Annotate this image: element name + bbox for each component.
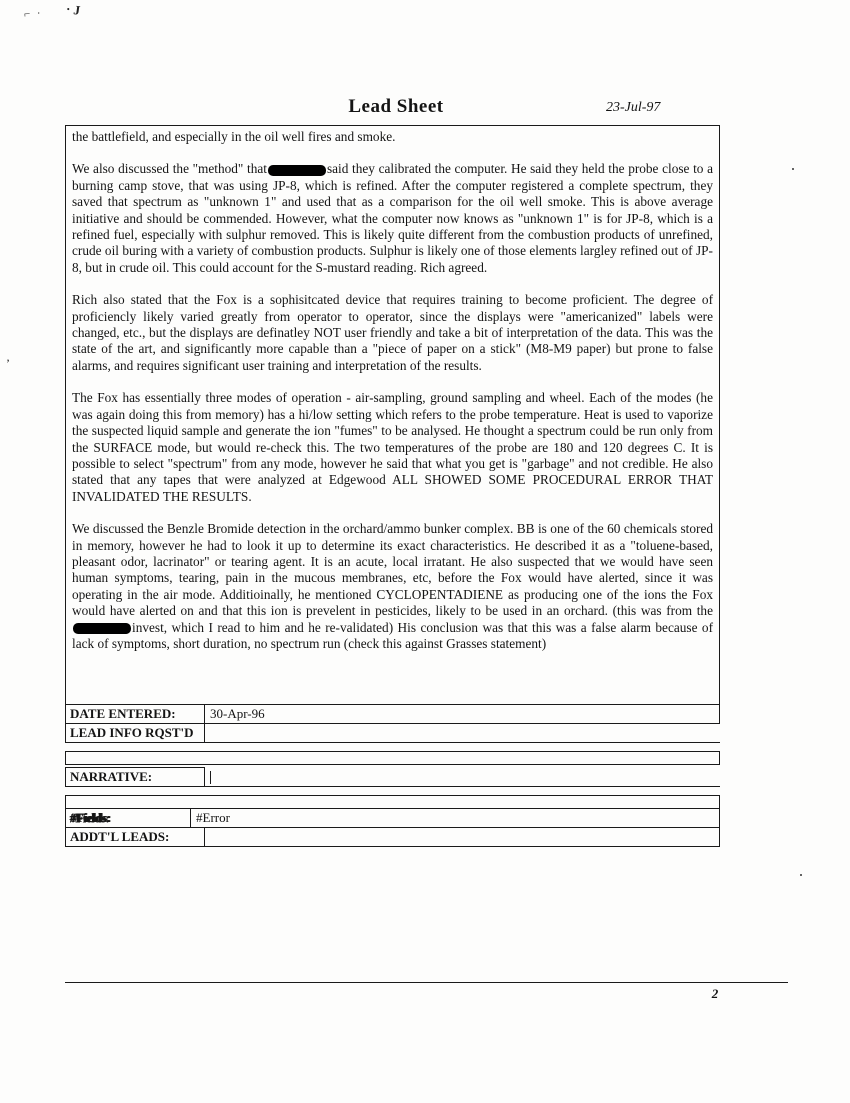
date-entered-value: 30-Apr-96 [205, 704, 720, 724]
page-title: Lead Sheet [348, 96, 444, 117]
fields-error-value: #Error [191, 808, 720, 828]
form-row-addtl-leads [65, 827, 720, 847]
lead-text-box [65, 125, 720, 705]
scan-artifact: ’ [6, 356, 10, 370]
paragraph: Rich also stated that the Fox is a sophisitcated device that requires training to become proficient. The degree of proficiencly likely varied greatly from operator to operator, since the displays were "americanized" labels were changed, etc., but the displays are definatley NOT user friendly and take a bit of interpretation of the data. This was the state of the art, and significantly more capable than a "piece of paper on a stick" (M8-M9 paper) but prone to false alarms, and requires significant user training and interpretation of the results. [72, 292, 713, 373]
paragraph: We also discussed the "method" that said they calibrated the computer. He said they held the probe close to a burning camp stove, that was using JP-8, which is refined. After the computer registered a complete spectrum, they saved that spectrum as "unknown 1" and used that as a comparison for the oil well smoke. This is above average initiative and should be commended. However, what the computer now knows as "unknown 1" is for JP-8, which is a refined fuel, especially with sulphur removed. This is likely quite different from the combustion products of unrefined, crude oil buring with a variety of combustion products. Sulphur is likely one of those elements largley refined out of JP-8, but in crude oil. This could account for the S-mustard reading. Rich agreed. [72, 161, 713, 275]
narrative-label: NARRATIVE: [65, 767, 205, 787]
paragraph: The Fox has essentially three modes of operation - air-sampling, ground sampling and wheel. Each of the modes (he was again doing this from memory) has a hi/low setting which refers to the probe temperature. Heat is used to vaporize the suspected liquid sample and generate the ion "fumes" to be analysed. He thought a spectrum could be run only from the SURFACE mode, but would re-check this. The two temperatures of the probe are 180 and 120 degrees C. It is possible to select "spectrum" from any mode, however he said that what you get is "garbage" and not credible. He also stated that any tapes that were analyzed at Edgewood ALL SHOWED SOME PROCEDURAL ERROR THAT INVALIDATED THE RESULTS. [72, 390, 713, 504]
fields-label: #Fields: [65, 808, 191, 828]
scan-artifact-dot [800, 874, 802, 876]
lead-info-label: LEAD INFO RQST'D [65, 723, 205, 743]
addtl-leads-value [205, 827, 720, 847]
scan-artifact-dot [792, 168, 794, 170]
footer-divider [65, 982, 788, 983]
paragraph: the battlefield, and especially in the oil well fires and smoke. [72, 129, 396, 144]
empty-field-box [65, 751, 720, 765]
paragraphs [72, 129, 713, 652]
lead-form [65, 705, 720, 847]
redaction-mark [268, 165, 326, 176]
document-date: 23-Jul-97 [606, 100, 661, 115]
addtl-leads-label: ADDT'L LEADS: [65, 827, 205, 847]
cursor-tick [210, 771, 211, 784]
form-row-fields [65, 808, 720, 828]
scan-artifact: ⌐ · [23, 7, 44, 21]
empty-field-box [65, 795, 720, 809]
page-number: 2 [711, 986, 719, 1001]
form-row-date-entered [65, 704, 720, 724]
date-entered-label: DATE ENTERED: [65, 704, 205, 724]
form-spacer [65, 743, 720, 751]
paragraph: We discussed the Benzle Bromide detection in the orchard/ammo bunker complex. BB is one of the 60 chemicals stored in memory, however he had to look it up to determine its exact characteristics. He described it as a "toluene-based, pleasant odor, lacrinator" or tearing agent. It is an acute, local irratant. He also suspected that we would have seen human symptoms, tearing, pain in the mucous membranes, etc, before the Fox would have alerted, since it was operating in the air mode. Additioinally, he mentioned CYCLOPENTADIENE as producing one of the ions the Fox would have alerted on and that this ion is prevelent in pesticides, likely to be used in an orchard. (this was from theinvest, which I read to him and he re-validated) His conclusion was that this was a false alarm because of lack of symptoms, short duration, no spectrum run (check this against Grasses statement) [72, 521, 713, 651]
lead-info-value [205, 723, 720, 743]
scan-artifact: · J [65, 1, 82, 18]
form-row-lead-info [65, 723, 720, 743]
redaction-mark [73, 623, 131, 634]
form-spacer [65, 787, 720, 795]
narrative-value [205, 767, 720, 787]
form-row-narrative [65, 767, 720, 787]
